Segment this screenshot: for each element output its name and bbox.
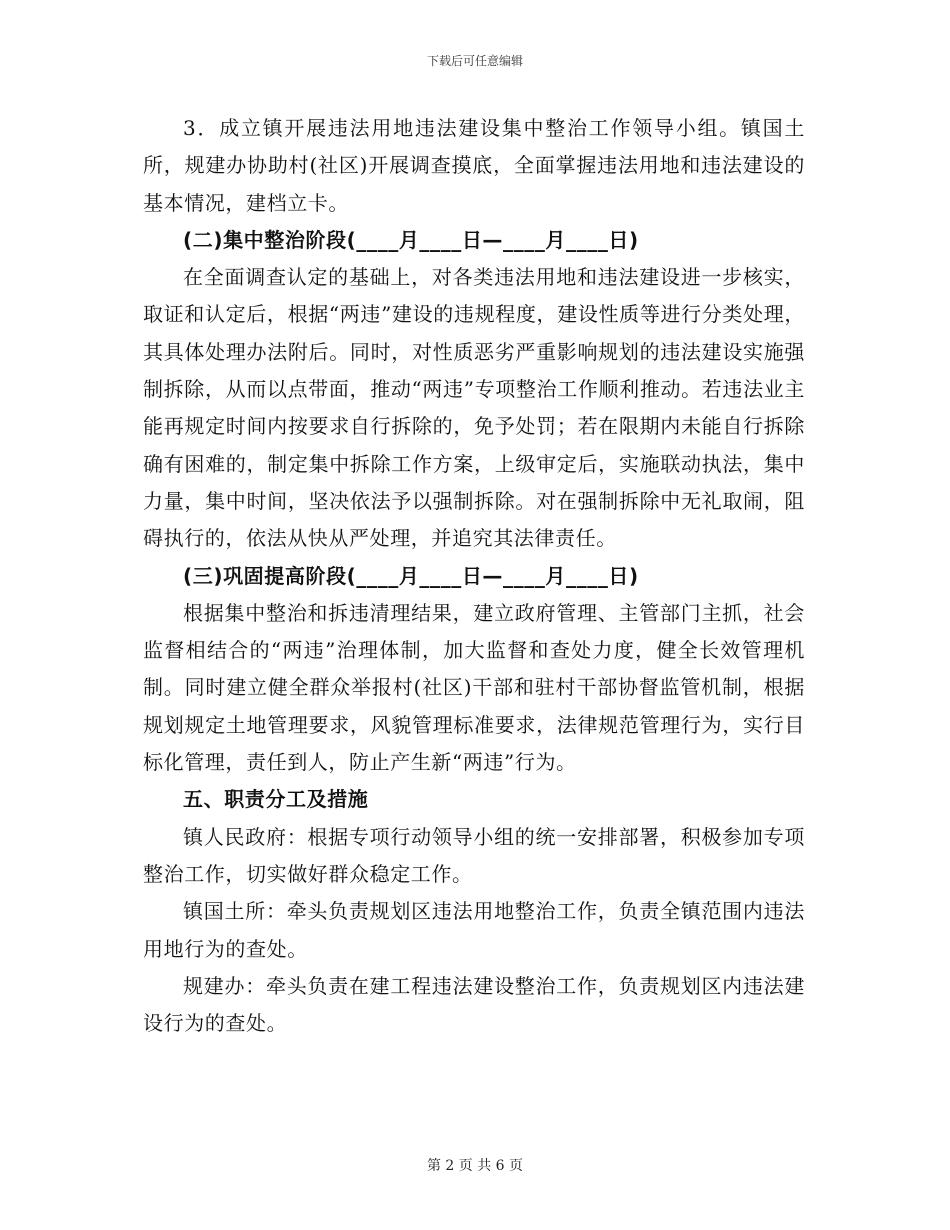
paragraph-consolidation: 根据集中整治和拆违清理结果，建立政府管理、主管部门主抓，社会监督相结合的“两违”治理体制，加大监督和查处力度，健全长效管理机制。同时建立健全群众举报村(社区)干部和驻村干部协督监管机制，根据规划规定土地管理要求，风貌管理标准要求，法律规范管理行为，实行目标化管理，责任到人，防止产生新“两违”行为。 xyxy=(143,600,805,775)
paragraph-town-government: 镇人民政府：根据专项行动领导小组的统一安排部署，积极参加专项整治工作，切实做好群众稳定工作。 xyxy=(143,824,805,886)
section-heading-responsibilities: 五、职责分工及措施 xyxy=(183,787,369,812)
paragraph-item-3: 3．成立镇开展违法用地违法建设集中整治工作领导小组。镇国土所，规建办协助村(社区)开展调查摸底，全面掌握违法用地和违法建设的基本情况，建档立卡。 xyxy=(143,116,805,215)
paragraph-concentrated-rectification: 在全面调查认定的基础上，对各类违法用地和违法建设进一步核实，取证和认定后，根据“两违”建设的违规程度，建设性质等进行分类处理，其具体处理办法附后。同时，对性质恶劣严重影响规划的违法建设实施强制拆除，从而以点带面，推动“两违”专项整治工作顺利推动。若违法业主能再规定时间内按要求自行拆除的，免予处罚；若在限期内未能自行拆除确有困难的，制定集中拆除工作方案，上级审定后，实施联动执法，集中力量，集中时间，坚决依法予以强制拆除。对在强制拆除中无礼取闹，阻碍执行的，依法从快从严处理，并追究其法律责任。 xyxy=(143,265,805,551)
page-footer: 第 2 页 共 6 页 xyxy=(426,1158,524,1174)
page-header: 下载后可任意编辑 xyxy=(426,54,523,68)
section-heading-consolidation: (三)巩固提高阶段(____月____日—____月____日) xyxy=(183,563,639,588)
paragraph-planning-office: 规建办：牵头负责在建工程违法建设整治工作，负责规划区内违法建设行为的查处。 xyxy=(143,973,805,1036)
paragraph-land-office: 镇国土所：牵头负责规划区违法用地整治工作，负责全镇范围内违法用地行为的查处。 xyxy=(143,899,805,961)
section-heading-concentrated-rectification: (二)集中整治阶段(____月____日—____月____日) xyxy=(183,227,639,252)
document-body xyxy=(143,110,805,1042)
